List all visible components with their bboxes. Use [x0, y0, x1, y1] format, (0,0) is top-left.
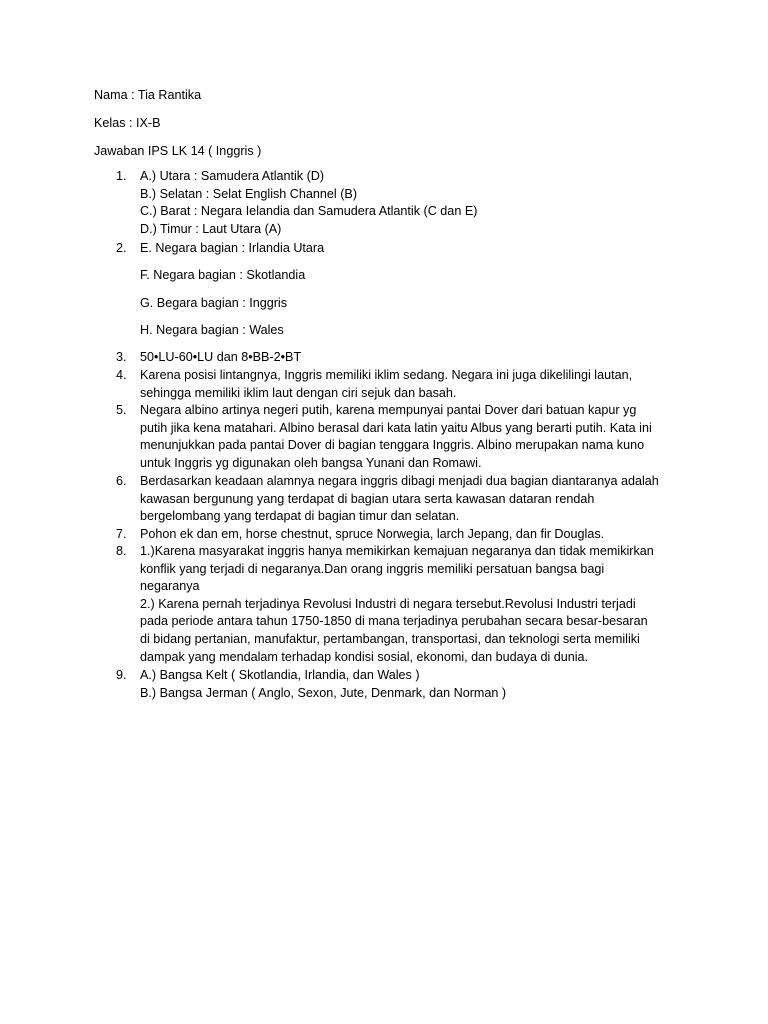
answer-line: 50•LU-60•LU dan 8•BB-2•BT — [140, 350, 302, 364]
answer-line: H. Negara bagian : Wales — [140, 323, 284, 337]
answer-line: putih jika kena matahari. Albino berasal dari kata latin yaitu Albus yang berarti putih. Kata ini — [140, 420, 652, 435]
answer-line: B.) Selatan : Selat English Channel (B) — [140, 186, 358, 201]
answer-line: menunjukkan pada pantai Dover di bagian tenggara Inggris. Albino merupakan nama kuno — [140, 438, 645, 453]
answer-number: 1. — [116, 169, 127, 183]
answer-number: 6. — [116, 474, 127, 488]
answer-line: E. Negara bagian : Irlandia Utara — [140, 241, 325, 255]
answer-line: A.) Utara : Samudera Atlantik (D) — [140, 169, 325, 183]
document-title: Jawaban IPS LK 14 ( Inggris ) — [94, 144, 262, 158]
answer-body — [140, 367, 700, 402]
answer-line: untuk Inggris yg digunakan oleh bangsa Yunani dan Romawi. — [140, 455, 482, 470]
answer-line: 1.)Karena masyarakat inggris hanya memikirkan kemajuan negaranya dan tidak memikirkan — [140, 544, 654, 558]
answer-line: A.) Bangsa Kelt ( Skotlandia, Irlandia, dan Wales ) — [140, 668, 420, 682]
answer-body — [140, 402, 700, 472]
answer-line: kawasan bergunung yang terdapat di bagian utara serta kawasan dataran rendah — [140, 491, 595, 506]
answer-line: bergelombang yang terdapat di bagian timur dan selatan. — [140, 509, 460, 524]
answer-line: negaranya — [140, 579, 200, 594]
answer-number: 7. — [116, 527, 127, 541]
answer-number: 5. — [116, 403, 127, 417]
answer-line: pada periode antara tahun 1750-1850 di mana terjadinya perubahan secara besar-besaran — [140, 614, 648, 629]
answer-body — [140, 473, 700, 526]
answer-line: 2.) Karena pernah terjadinya Revolusi Industri di negara tersebut.Revolusi Industri terjadi — [140, 596, 636, 611]
answer-number: 9. — [116, 668, 127, 682]
answer-line: Karena posisi lintangnya, Inggris memiliki iklim sedang. Negara ini juga dikelilingi lautan, — [140, 368, 633, 382]
answer-number: 2. — [116, 241, 127, 255]
answer-line: G. Begara bagian : Inggris — [140, 296, 288, 310]
answer-number: 8. — [116, 544, 127, 558]
answer-body — [140, 168, 700, 238]
student-name: Nama : Tia Rantika — [94, 88, 202, 102]
answer-number: 3. — [116, 350, 127, 364]
answer-line: Negara albino artinya negeri putih, karena mempunyai pantai Dover dari batuan kapur yg — [140, 403, 637, 417]
answer-line: konflik yang terjadi di negaranya.Dan orang inggris memiliki persatuan bangsa bagi — [140, 561, 605, 576]
student-class: Kelas : IX-B — [94, 116, 161, 130]
answer-line: F. Negara bagian : Skotlandia — [140, 268, 306, 282]
answer-body — [140, 667, 700, 702]
answer-body — [140, 526, 700, 544]
answer-body — [140, 349, 700, 367]
answer-line: B.) Bangsa Jerman ( Anglo, Sexon, Jute, Denmark, dan Norman ) — [140, 685, 507, 700]
answer-line: sehingga memiliki iklim laut dengan ciri sejuk dan basah. — [140, 385, 457, 400]
answer-line: dampak yang mendalam terhadap kondisi sosial, ekonomi, dan budaya di dunia. — [140, 649, 589, 664]
answer-body — [140, 543, 700, 666]
answer-line: Pohon ek dan em, horse chestnut, spruce Norwegia, larch Jepang, dan fir Douglas. — [140, 527, 605, 541]
answer-line: C.) Barat : Negara Ielandia dan Samudera Atlantik (C dan E) — [140, 204, 478, 219]
answer-line: D.) Timur : Laut Utara (A) — [140, 221, 282, 236]
answer-line: di bidang pertanian, manufaktur, pertambangan, transportasi, dan teknologi serta memiliki — [140, 631, 640, 646]
answer-line: Berdasarkan keadaan alamnya negara inggris dibagi menjadi dua bagian diantaranya adalah — [140, 474, 659, 488]
answer-number: 4. — [116, 368, 127, 382]
